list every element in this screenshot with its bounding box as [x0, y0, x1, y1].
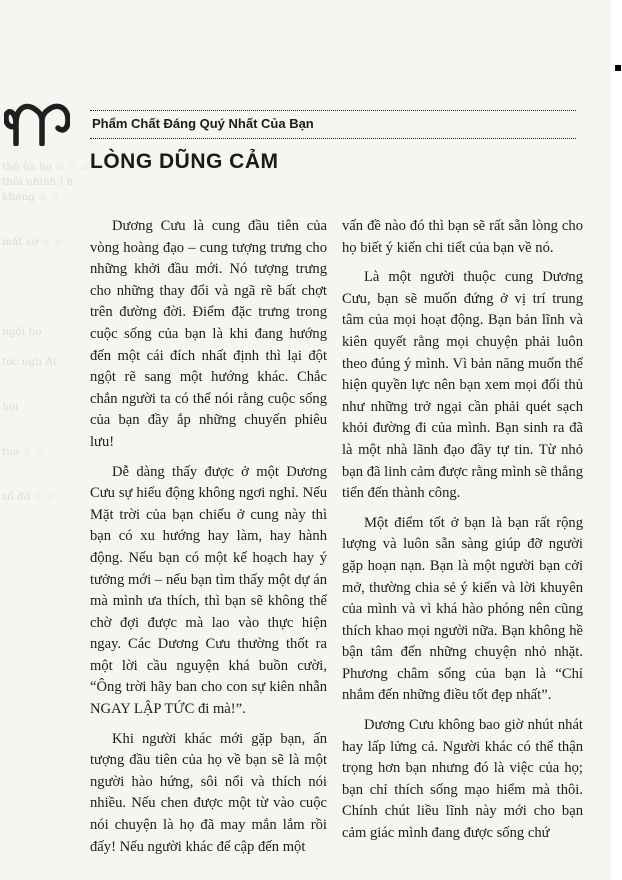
page-edge	[611, 0, 622, 880]
header-rule-bottom	[90, 138, 576, 139]
show-through-text: thô ủa họ ☆ ☆ ☆ thỏi nhình l h khóng ☆ ☆ mất sự ☆ ☆ ngỏi họ tóc ngh Ai hoi tuo ☆ ☆ sổ đồ ☆ ☆	[2, 161, 91, 503]
paragraph: Dễ dàng thấy được ở một Dương Cưu sự hiếu động không ngơi nghỉ. Nếu Mặt trời của bạn chiếu ở cung này thì bạn có xu hướng hay làm, hay hành động. Nếu bạn có một kế hoạch hay ý tưởng mới – nếu bạn tìm thấy một dự án mà mình ưa thích, thì bạn sẽ không thể chờ đợi được mà lao vào thực hiện ngay. Các Dương Cưu thường thốt ra một lời cầu nguyện khá buồn cười, “Ông trời hãy ban cho con sự kiên nhẫn NGAY LẬP TỨC đi mà!”.	[90, 463, 327, 718]
paragraph: vấn đề nào đó thì bạn sẽ rất sẵn lòng cho họ biết ý kiến chi tiết của bạn về nó.	[342, 218, 583, 256]
paragraph: Dương Cưu không bao giờ nhút nhát hay lấp lửng cả. Người khác có thể thận trọng hơn bạn nhưng đó là việc của họ; bạn chỉ thích sống mạo hiểm mà thôi. Chính chút liều lĩnh này mới cho bạn cảm giác mình đang được sống chứ	[342, 717, 583, 842]
edge-mark-icon: ▪	[614, 60, 622, 74]
right-column	[342, 216, 583, 853]
paragraph: Khi người khác mới gặp bạn, ấn tượng đầu tiên của họ về bạn sẽ là một người hào hứng, sôi nổi và thích nói nhiều. Nếu chen được một từ vào cuộc nói chuyện là họ đã may mắn lắm rồi đấy! Nếu người khác để cập đến một	[90, 730, 327, 855]
left-column	[90, 216, 327, 866]
aries-symbol-icon	[4, 100, 70, 146]
paragraph: Một điểm tốt ở bạn là bạn rất rộng lượng và luôn sẵn sàng giúp đỡ người gặp hoạn nạn. Bạn là một người bạn cởi mở, thường chia sẻ ý kiến và lời khuyên của mình và vì khá hào phóng nên cũng thích khao mọi người nữa. Bạn không hề bận tâm đến những chuyện nhỏ nhặt. Phương châm sống của bạn là “Chỉ nhắm đến những điều tốt đẹp nhất”.	[342, 514, 583, 704]
header-rule-top	[90, 110, 576, 111]
chapter-title: LÒNG DŨNG CẢM	[90, 150, 279, 173]
paragraph: Dương Cưu là cung đầu tiên của vòng hoàng đạo – cung tượng trưng cho những khởi đầu mới. Nó tượng trưng cho những thay đổi và ngã rẽ bất chợt trên đường đời. Điểm đặc trưng trong cuộc sống của bạn là khi đang hướng đến một cái đích nhất định thì lại đột ngột rẽ sang một hướng khác. Chắc chắn người ta có thể nói rằng cuộc sống của bạn đầy ắp những chuyến phiêu lưu!	[90, 218, 327, 450]
paragraph: Là một người thuộc cung Dương Cưu, bạn sẽ muốn đứng ở vị trí trung tâm của mọi hoạt động. Bạn bản lĩnh và kiên quyết rằng mọi chuyện phải luôn theo đúng ý mình. Vì bản năng muốn thể hiện quyền lực nên bạn xem mọi đối thủ như những trở ngại cần phải quét sạch khỏi đường đi của mình. Bạn sinh ra đã là một nhà lãnh đạo đầy tự tin. Từ nhỏ bạn đã linh cảm được rằng mình sẽ thẳng tiến đến thành công.	[342, 269, 583, 502]
running-header: Phẩm Chất Đáng Quý Nhất Của Bạn	[92, 116, 314, 131]
